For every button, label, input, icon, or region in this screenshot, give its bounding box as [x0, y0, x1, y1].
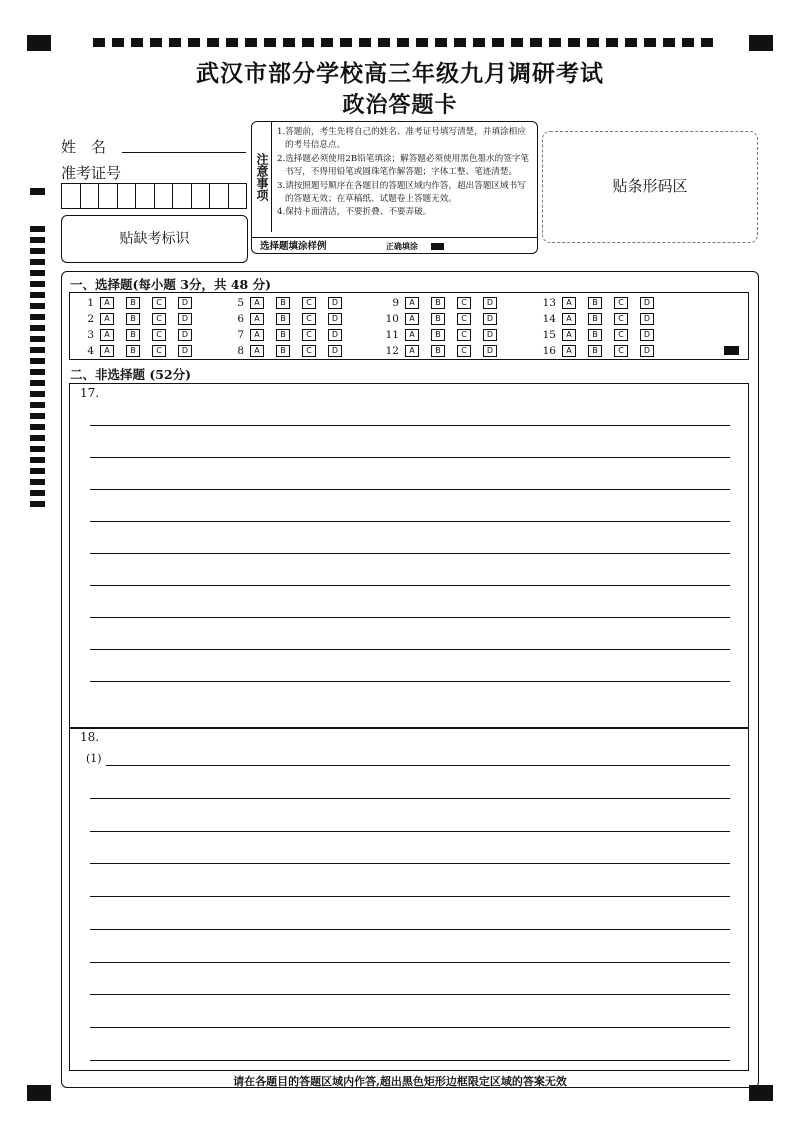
exam-number-label: 准考证号 — [61, 164, 122, 182]
mc-option-c[interactable]: C — [614, 345, 628, 357]
mc-option-b[interactable]: B — [276, 345, 290, 357]
mc-option-b[interactable]: B — [431, 345, 445, 357]
mc-question-8 — [216, 344, 354, 358]
mc-option-a[interactable]: A — [562, 313, 576, 325]
mc-option-b[interactable]: B — [126, 345, 140, 357]
section-multiple-choice-title: 一、选择题(每小题 3分，共 48 分) — [70, 277, 271, 292]
mc-option-c[interactable]: C — [152, 313, 166, 325]
mc-option-d[interactable]: D — [328, 313, 342, 325]
mc-option-b[interactable]: B — [276, 313, 290, 325]
question-18-part-1-label: (1) — [86, 752, 102, 765]
missing-exam-sticker-area: 贴缺考标识 — [61, 215, 248, 263]
answer-line[interactable] — [90, 929, 730, 930]
mc-question-number: 2 — [87, 313, 94, 325]
answer-line[interactable] — [90, 553, 730, 554]
mc-option-d[interactable]: D — [178, 313, 192, 325]
mc-option-b[interactable]: B — [588, 297, 602, 309]
mc-option-c[interactable]: C — [302, 313, 316, 325]
answer-line[interactable] — [90, 585, 730, 586]
footer-warning: 请在各题目的答题区域内作答,超出黑色矩形边框限定区域的答案无效 — [233, 1075, 567, 1088]
mc-question-number: 5 — [237, 297, 244, 309]
mc-option-c[interactable]: C — [152, 297, 166, 309]
correct-fill-label: 正确填涂 — [385, 241, 418, 251]
mc-question-4 — [66, 344, 204, 358]
mc-option-a[interactable]: A — [405, 297, 419, 309]
mc-question-number: 13 — [542, 297, 556, 309]
mc-option-a[interactable]: A — [405, 345, 419, 357]
mc-option-a[interactable]: A — [250, 313, 264, 325]
mc-option-a[interactable]: A — [100, 313, 114, 325]
mc-option-a[interactable]: A — [250, 345, 264, 357]
mc-question-number: 8 — [237, 345, 244, 357]
answer-line[interactable] — [90, 425, 730, 426]
exam-number-boxes[interactable] — [61, 183, 247, 209]
mc-option-b[interactable]: B — [431, 313, 445, 325]
mc-question-14 — [528, 312, 666, 326]
corner-mark-top-right — [749, 35, 773, 51]
mc-question-number: 15 — [542, 329, 556, 341]
notice-item: 1.答题前，考生先将自己的姓名、准考证号填写清楚，并填涂相应的考号信息点。 — [277, 127, 526, 151]
mc-option-d[interactable]: D — [328, 345, 342, 357]
mc-option-c[interactable]: C — [457, 345, 471, 357]
mc-option-b[interactable]: B — [126, 313, 140, 325]
answer-line[interactable] — [90, 994, 730, 995]
notice-box — [251, 121, 538, 254]
mc-option-d[interactable]: D — [483, 329, 497, 341]
answer-line[interactable] — [90, 681, 730, 682]
mc-option-b[interactable]: B — [276, 297, 290, 309]
mc-option-a[interactable]: A — [100, 297, 114, 309]
mc-option-b[interactable]: B — [431, 329, 445, 341]
mc-question-16 — [528, 344, 666, 358]
mc-question-number: 6 — [237, 313, 244, 325]
mc-question-number: 1 — [87, 297, 94, 309]
mc-option-c[interactable]: C — [457, 297, 471, 309]
answer-line[interactable] — [90, 617, 730, 618]
notice-item: 3.请按照题号顺序在各题目的答题区域内作答，超出答题区域书写的答题无效；在草稿纸、试题卷上答题无效。 — [277, 180, 526, 205]
mc-option-b[interactable]: B — [588, 345, 602, 357]
exam-title: 武汉市部分学校高三年级九月调研考试 — [196, 60, 604, 87]
answer-line[interactable] — [90, 863, 730, 864]
mc-option-c[interactable]: C — [614, 297, 628, 309]
notice-item: 4.保持卡面清洁，不要折叠、不要弄破。 — [277, 207, 432, 218]
fill-sample-label: 选择题填涂样例 — [260, 241, 327, 252]
mc-option-d[interactable]: D — [178, 329, 192, 341]
mc-question-9 — [371, 296, 509, 310]
mc-option-c[interactable]: C — [302, 297, 316, 309]
mc-question-2 — [66, 312, 204, 326]
timing-marks-left — [30, 226, 45, 509]
answer-line[interactable] — [90, 962, 730, 963]
mc-option-b[interactable]: B — [431, 297, 445, 309]
mc-option-c[interactable]: C — [457, 329, 471, 341]
mc-question-7 — [216, 328, 354, 342]
mc-question-number: 10 — [385, 313, 399, 325]
correct-fill-sample-mark — [431, 243, 444, 250]
mc-option-b[interactable]: B — [126, 297, 140, 309]
mc-option-a[interactable]: A — [562, 297, 576, 309]
question-17-label: 17. — [80, 386, 100, 400]
mc-option-d[interactable]: D — [328, 329, 342, 341]
mc-question-number: 3 — [87, 329, 94, 341]
mc-option-d[interactable]: D — [178, 345, 192, 357]
notice-items — [275, 126, 533, 220]
answer-line[interactable] — [90, 489, 730, 490]
name-field[interactable] — [122, 152, 246, 153]
section-free-response-title: 二、非选择题 (52分) — [70, 367, 192, 382]
mc-question-13 — [528, 296, 666, 310]
timing-mark-single — [30, 188, 45, 195]
mc-question-number: 9 — [392, 297, 399, 309]
timing-marks-top — [93, 38, 718, 47]
mc-option-d[interactable]: D — [483, 313, 497, 325]
mc-question-number: 12 — [385, 345, 399, 357]
mc-question-11 — [371, 328, 509, 342]
answer-line[interactable] — [90, 798, 730, 799]
mc-option-c[interactable]: C — [614, 329, 628, 341]
notice-item: 2.选择题必须使用2B铅笔填涂；解答题必须使用黑色墨水的签字笔书写，不得用铅笔或圆珠笔作解答题；字体工整、笔迹清楚。 — [277, 153, 530, 178]
mc-option-c[interactable]: C — [152, 345, 166, 357]
grid-position-mark — [724, 346, 739, 355]
mc-option-d[interactable]: D — [640, 329, 654, 341]
mc-option-c[interactable]: C — [457, 313, 471, 325]
mc-option-d[interactable]: D — [640, 345, 654, 357]
mc-option-a[interactable]: A — [405, 329, 419, 341]
mc-option-b[interactable]: B — [126, 329, 140, 341]
mc-option-a[interactable]: A — [250, 329, 264, 341]
fill-sample-row — [252, 237, 537, 255]
mc-option-d[interactable]: D — [483, 297, 497, 309]
mc-option-a[interactable]: A — [562, 345, 576, 357]
mc-question-number: 14 — [542, 313, 556, 325]
mc-question-3 — [66, 328, 204, 342]
mc-option-a[interactable]: A — [405, 313, 419, 325]
mc-option-a[interactable]: A — [100, 329, 114, 341]
mc-question-6 — [216, 312, 354, 326]
name-label: 姓 名 — [61, 138, 107, 156]
mc-option-c[interactable]: C — [302, 345, 316, 357]
mc-option-d[interactable]: D — [640, 297, 654, 309]
mc-option-a[interactable]: A — [562, 329, 576, 341]
mc-question-15 — [528, 328, 666, 342]
mc-option-d[interactable]: D — [178, 297, 192, 309]
mc-question-number: 16 — [542, 345, 556, 357]
question-18-label: 18. — [80, 730, 100, 744]
answer-line[interactable] — [90, 1060, 730, 1061]
answer-line[interactable] — [90, 649, 730, 650]
notice-heading: 注意事项 — [252, 122, 272, 232]
card-title: 政治答题卡 — [342, 92, 458, 118]
mc-option-b[interactable]: B — [588, 313, 602, 325]
mc-question-number: 11 — [385, 329, 399, 341]
question-divider — [69, 727, 749, 729]
mc-option-a[interactable]: A — [250, 297, 264, 309]
mc-option-d[interactable]: D — [483, 345, 497, 357]
mc-option-b[interactable]: B — [588, 329, 602, 341]
mc-option-c[interactable]: C — [302, 329, 316, 341]
mc-option-a[interactable]: A — [100, 345, 114, 357]
answer-line[interactable] — [90, 521, 730, 522]
mc-option-d[interactable]: D — [328, 297, 342, 309]
answer-line[interactable] — [90, 457, 730, 458]
mc-option-c[interactable]: C — [152, 329, 166, 341]
mc-question-12 — [371, 344, 509, 358]
mc-question-5 — [216, 296, 354, 310]
mc-option-d[interactable]: D — [640, 313, 654, 325]
mc-option-b[interactable]: B — [276, 329, 290, 341]
barcode-sticker-area: 贴条形码区 — [542, 131, 758, 243]
answer-line[interactable] — [106, 765, 730, 766]
answer-line[interactable] — [90, 896, 730, 897]
mc-question-10 — [371, 312, 509, 326]
answer-line[interactable] — [90, 831, 730, 832]
mc-question-number: 4 — [87, 345, 94, 357]
corner-mark-top-left — [27, 35, 51, 51]
mc-question-number: 7 — [237, 329, 244, 341]
answer-line[interactable] — [90, 1027, 730, 1028]
mc-question-1 — [66, 296, 204, 310]
mc-option-c[interactable]: C — [614, 313, 628, 325]
